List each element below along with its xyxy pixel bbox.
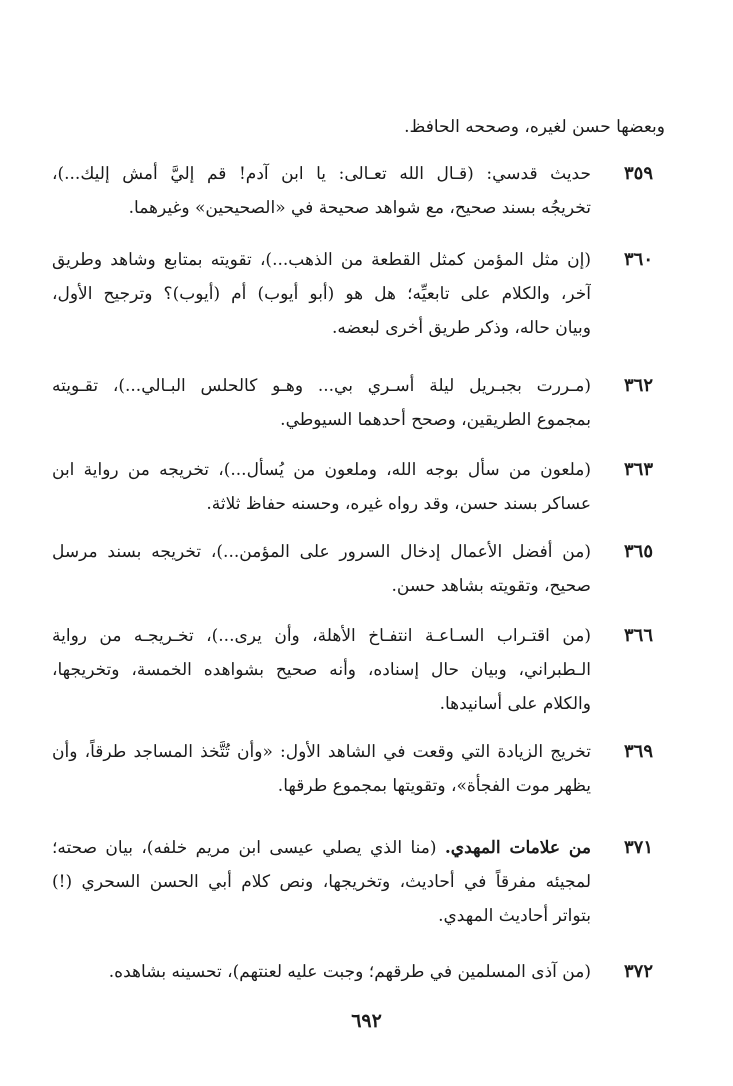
entry-line: (من أفضل الأعمال إدخال السرور على المؤمن...)، تخريجه بسند مرسل [52, 542, 591, 562]
entry-text [52, 243, 591, 345]
intro-line: وبعضها حسن لغيره، وصححه الحافظ. [404, 117, 665, 137]
entry-number: ٣٦٥ [623, 541, 653, 562]
index-entry [52, 535, 653, 603]
entry-line: (مـررت بجبـريل ليلة أسـري بي... وهـو كالحلس البـالي...)، تقـويته [52, 376, 591, 396]
entry-text [52, 157, 591, 225]
entry-lead-heading: من علامات المهدي. [444, 838, 591, 858]
entry-number: ٣٦٩ [623, 741, 653, 762]
entry-line: (من آذى المسلمين في طرقهم؛ وجبت عليه لعنتهم)، تحسينه بشاهده. [108, 962, 591, 982]
index-entry [52, 369, 653, 437]
entry-line-rest: (منا الذي يصلي عيسى ابن مريم خلفه)، بيان صحته؛ [52, 838, 445, 858]
index-entry [52, 453, 653, 521]
index-entry [52, 831, 653, 933]
entry-line: والكلام على أسانيدها. [439, 694, 591, 714]
entry-line: صحيح، وتقويته بشاهد حسن. [391, 576, 591, 596]
entry-line: آخر، والكلام على تابعيِّه؛ هل هو (أبو أيوب) أم (أيوب)؟ وترجيح الأول، [52, 284, 591, 304]
index-entry [52, 955, 653, 989]
entry-number: ٣٦٣ [623, 459, 653, 480]
entry-text [52, 535, 591, 603]
entry-line: (إن مثل المؤمن كمثل القطعة من الذهب...)، تقويته بمتابع وشاهد وطريق [52, 250, 591, 270]
entry-line: الـطبراني، وبيان حال إسناده، وأنه صحيح بشواهده الخمسة، وتخريجها، [52, 660, 591, 680]
entry-line: (ملعون من سأل بوجه الله، وملعون من يُسأل...)، تخريجه من رواية ابن [52, 460, 591, 480]
entry-text [52, 831, 591, 933]
index-entry [52, 243, 653, 345]
entry-number: ٣٥٩ [623, 163, 653, 184]
index-entry [52, 619, 653, 721]
entry-text [52, 955, 591, 989]
entry-text [52, 369, 591, 437]
entry-line [52, 831, 591, 865]
entry-number: ٣٧١ [623, 837, 653, 858]
entry-line: وبيان حاله، وذكر طريق أخرى لبعضه. [332, 318, 591, 338]
entry-text [52, 453, 591, 521]
entry-number: ٣٧٢ [623, 961, 653, 982]
entry-number: ٣٦٠ [623, 249, 653, 270]
index-entry [52, 157, 653, 225]
entry-line: لمجيئه مفرقاً في أحاديث، وتخريجها، ونص كلام أبي الحسن السحري (!) [52, 872, 591, 892]
entry-text [52, 619, 591, 721]
entry-line: بتواتر أحاديث المهدي. [438, 906, 591, 926]
page-number: ٦٩٢ [351, 1010, 382, 1032]
entry-number: ٣٦٢ [623, 375, 653, 396]
entry-line: حديث قدسي: (قـال الله تعـالى: يا ابن آدم! قم إليَّ أمش إليك...)، [52, 164, 591, 184]
entry-line: عساكر بسند حسن، وقد رواه غيره، وحسنه حفاظ ثلاثة. [206, 494, 591, 514]
entry-line: (من اقتـراب السـاعـة انتفـاخ الأهلة، وأن يرى...)، تخـريجـه من رواية [52, 626, 591, 646]
entry-number: ٣٦٦ [623, 625, 653, 646]
entry-text [52, 735, 591, 803]
index-entry [52, 735, 653, 803]
entry-line: يظهر موت الفجأة»، وتقويتها بمجموع طرقها. [277, 776, 591, 796]
entry-line: تخريجُه بسند صحيح، مع شواهد صحيحة في «الصحيحين» وغيرهما. [128, 198, 591, 218]
entry-line: تخريج الزيادة التي وقعت في الشاهد الأول: «وأن تُتَّخذ المساجد طرقاً، وأن [52, 742, 591, 762]
entry-line: بمجموع الطريقين، وصحح أحدهما السيوطي. [280, 410, 591, 430]
